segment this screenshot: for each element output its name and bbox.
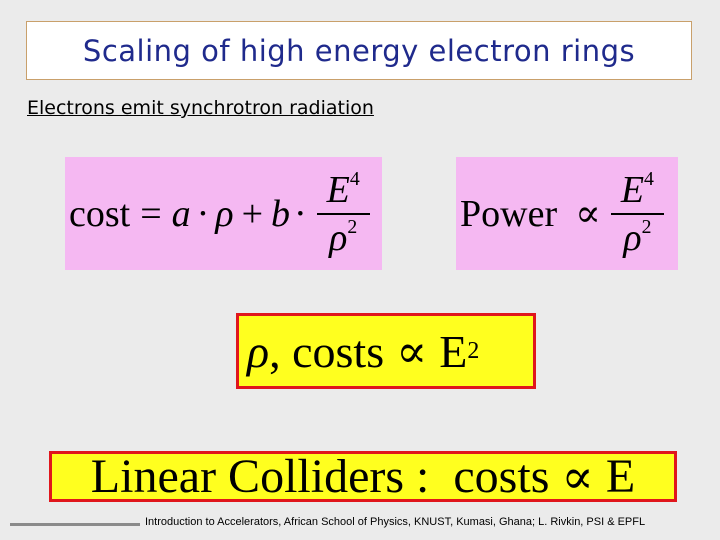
rho-symbol: ρ (329, 216, 348, 259)
fraction (611, 169, 664, 258)
coef-b: b (271, 192, 290, 235)
fraction-denominator (329, 215, 357, 259)
exponent: 4 (644, 167, 654, 190)
linear-colliders-text: Linear Colliders : costs (90, 450, 550, 503)
dot-operator: · (294, 192, 307, 235)
rho-costs-box (236, 313, 536, 389)
proportional-symbol: ∝ (561, 450, 594, 504)
proportional-symbol: ∝ (396, 326, 428, 377)
fraction (317, 169, 370, 258)
linear-colliders-box (49, 451, 677, 502)
cost-formula-box (65, 157, 382, 270)
slide-title: Scaling of high energy electron rings (82, 33, 636, 68)
energy-symbol: E (605, 450, 636, 503)
power-lhs: Power (460, 192, 558, 235)
equals-sign: = (140, 192, 162, 235)
energy-symbol: E (620, 168, 645, 211)
slide-footer: Introduction to Accelerators, African School of Physics, KNUST, Kumasi, Ghana; L. Rivkin, PSI & EPFL (145, 516, 646, 528)
energy-symbol: E (326, 168, 350, 211)
plus-sign: + (241, 192, 263, 235)
exponent: 4 (349, 167, 360, 190)
rho-symbol: ρ (215, 192, 234, 235)
title-box (26, 21, 692, 80)
fraction-denominator (623, 215, 651, 259)
exponent: 2 (347, 215, 358, 238)
energy-symbol: E (439, 325, 468, 377)
cost-lhs: cost (69, 192, 131, 235)
exponent: 2 (641, 215, 652, 238)
rho-symbol: ρ (623, 216, 642, 259)
fraction-numerator (611, 169, 664, 215)
proportional-symbol: ∝ (575, 193, 601, 235)
slide-subtitle: Electrons emit synchrotron radiation (27, 97, 374, 119)
coef-a: a (171, 192, 191, 235)
footer-divider (10, 523, 140, 526)
power-formula-box (456, 157, 678, 270)
rho-symbol: ρ (247, 325, 270, 377)
fraction-numerator (317, 169, 370, 215)
dot-operator: · (196, 192, 210, 235)
costs-text: , costs (269, 325, 385, 377)
exponent: 2 (467, 337, 480, 364)
